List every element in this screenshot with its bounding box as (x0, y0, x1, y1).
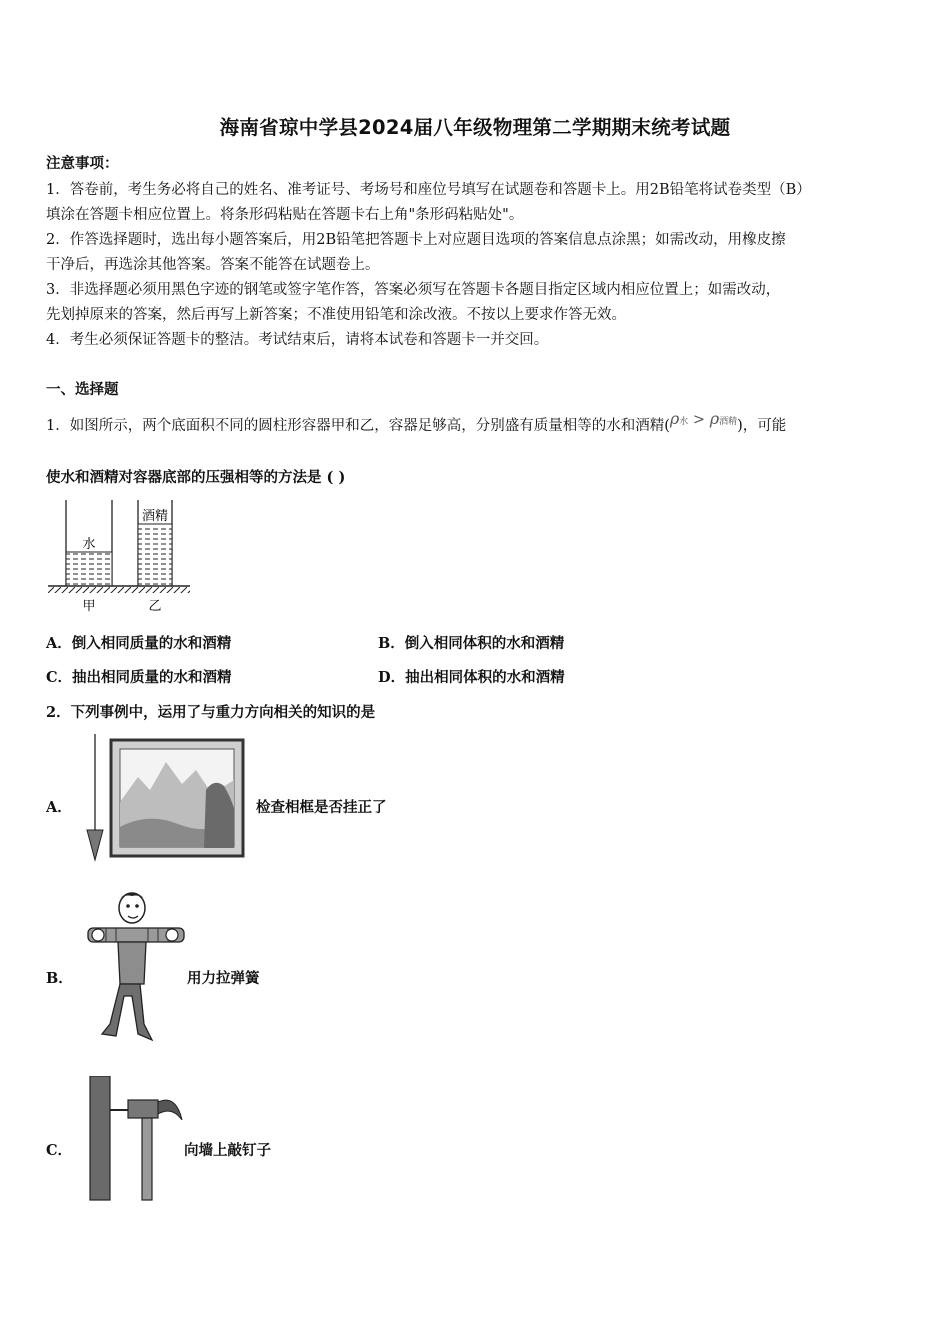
question-1-text-c: 使水和酒精对容器底部的压强相等的方法是 ( ) (46, 469, 346, 486)
label-water: 水 (82, 537, 96, 552)
question-1-text-a: 1．如图所示，两个底面积不同的圆柱形容器甲和乙，容器足够高，分别盛有质量相等的水和酒精( (46, 418, 670, 434)
question-2-option-b[interactable]: B． (46, 970, 73, 987)
label-yi: 乙 (148, 599, 162, 614)
question-2-option-a-caption: 检查相框是否挂正了 (256, 799, 387, 816)
question-1-text-b: )，可能 (737, 418, 787, 434)
section-heading: 一、选择题 (46, 381, 119, 398)
notice-line: 干净后，再选涂其他答案。答案不能答在试题卷上。 (46, 257, 380, 273)
question-2-option-c[interactable]: C． (46, 1142, 73, 1159)
plumb-frame-illustration (78, 732, 250, 868)
spring-pulling-illustration (80, 884, 190, 1050)
water-liquid (66, 552, 112, 586)
notice-line: 2．作答选择题时，选出每小题答案后，用2B铅笔把答题卡上对应题目选项的答案信息点涂黑；如需改动，用橡皮擦 (46, 232, 786, 248)
ground-hatch (48, 587, 190, 593)
question-2-option-a[interactable]: A． (46, 799, 72, 816)
page-title: 海南省琼中学县2024届八年级物理第二学期期末统考试题 (219, 116, 731, 139)
notice-heading: 注意事项： (46, 155, 119, 172)
question-1-option-b[interactable]: B．倒入相同体积的水和酒精 (378, 635, 565, 652)
notice-line: 先划掉原来的答案，然后再写上新答案；不准使用铅笔和涂改液。不按以上要求作答无效。 (46, 307, 626, 323)
question-1-option-a[interactable]: A．倒入相同质量的水和酒精 (46, 635, 232, 652)
question-2-text: 2．下列事例中，运用了与重力方向相关的知识的是 (46, 704, 376, 721)
label-alcohol: 酒精 (141, 509, 169, 524)
alcohol-liquid (138, 524, 172, 586)
notice-line: 填涂在答题卡相应位置上。将条形码粘贴在答题卡右上角"条形码粘贴处"。 (46, 207, 524, 223)
question-2-option-c-caption: 向墙上敲钉子 (184, 1142, 271, 1159)
hammer-wall-illustration (88, 1076, 188, 1202)
notice-line: 4．考生必须保证答题卡的整洁。考试结束后，请将本试卷和答题卡一并交回。 (46, 332, 549, 348)
question-1-option-c[interactable]: C．抽出相同质量的水和酒精 (46, 669, 232, 686)
question-1-option-d[interactable]: D．抽出相同体积的水和酒精 (378, 669, 565, 686)
notice-line: 3．非选择题必须用黑色字迹的钢笔或签字笔作答，答案必须写在答题卡各题目指定区域内相应位置上；如需改动， (46, 282, 781, 298)
notice-line: 1．答卷前，考生务必将自己的姓名、准考证号、考场号和座位号填写在试题卷和答题卡上。用2B铅笔将试卷类型（B） (46, 182, 811, 198)
question-2-option-b-caption: 用力拉弹簧 (187, 970, 260, 987)
label-jia: 甲 (82, 599, 96, 614)
containers-figure (40, 496, 200, 616)
density-formula: ρ水 > ρ酒精 (669, 409, 738, 428)
question-1-text (46, 409, 787, 435)
